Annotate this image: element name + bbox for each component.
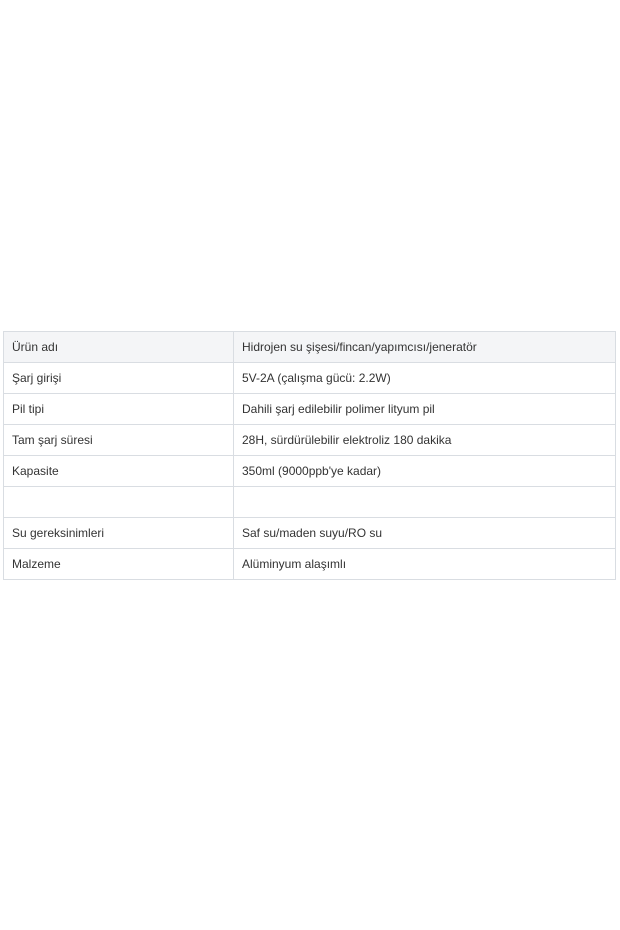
spec-label: Malzeme (4, 549, 234, 580)
product-spec-table (3, 331, 616, 580)
table-row (4, 425, 616, 456)
spec-value: Dahili şarj edilebilir polimer lityum pil (234, 394, 616, 425)
spec-label: Şarj girişi (4, 363, 234, 394)
spec-value: 5V-2A (çalışma gücü: 2.2W) (234, 363, 616, 394)
spec-value (234, 487, 616, 518)
spec-label: Ürün adı (4, 332, 234, 363)
spec-value: Saf su/maden suyu/RO su (234, 518, 616, 549)
table-row (4, 332, 616, 363)
spec-label: Tam şarj süresi (4, 425, 234, 456)
spec-value: 350ml (9000ppb'ye kadar) (234, 456, 616, 487)
spec-value: Hidrojen su şişesi/fincan/yapımcısı/jeneratör (234, 332, 616, 363)
table-row (4, 456, 616, 487)
table-row (4, 394, 616, 425)
table-row (4, 518, 616, 549)
spec-label: Kapasite (4, 456, 234, 487)
table-row-empty (4, 487, 616, 518)
spec-label (4, 487, 234, 518)
spec-label: Pil tipi (4, 394, 234, 425)
spec-label: Su gereksinimleri (4, 518, 234, 549)
table-row (4, 549, 616, 580)
spec-value: 28H, sürdürülebilir elektroliz 180 dakika (234, 425, 616, 456)
table-row (4, 363, 616, 394)
spec-value: Alüminyum alaşımlı (234, 549, 616, 580)
